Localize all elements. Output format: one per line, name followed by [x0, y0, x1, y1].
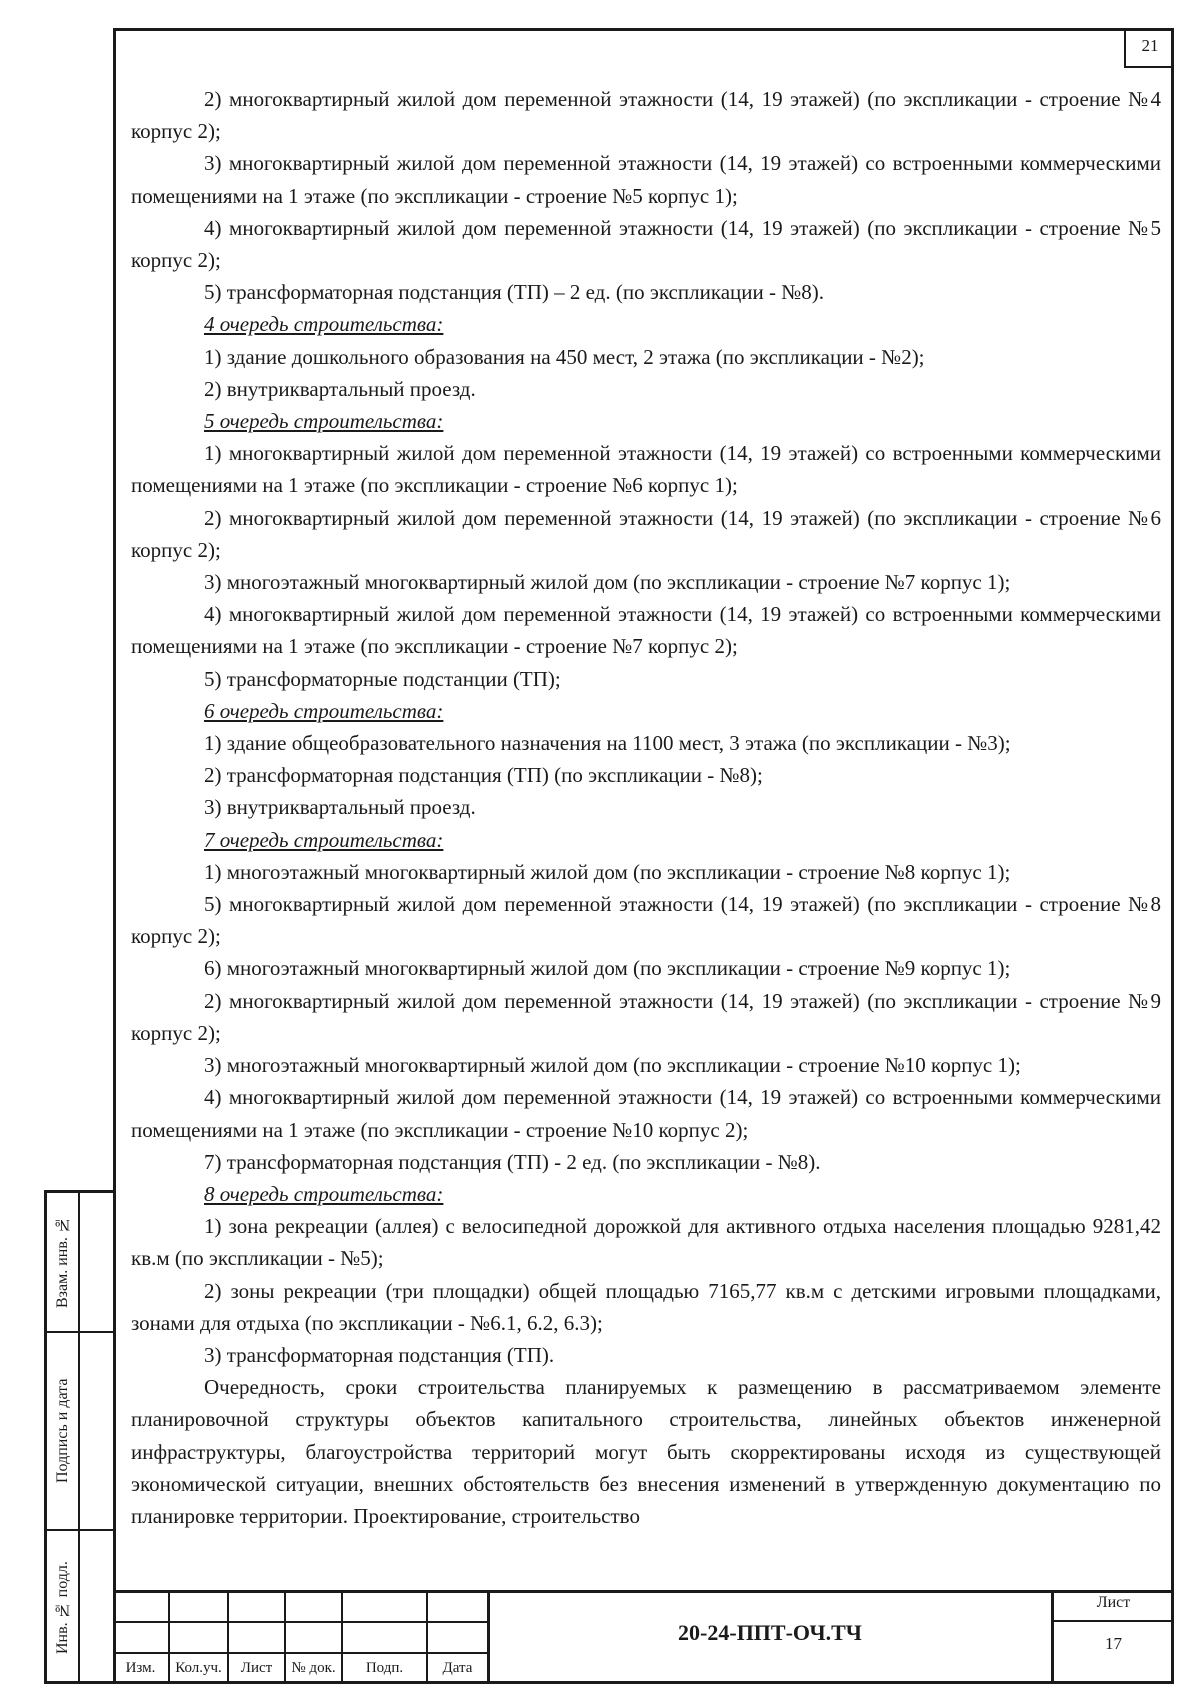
side-stamp-label: Взам. инв. №	[54, 1216, 71, 1308]
title-block-column: Изм.	[125, 1660, 156, 1676]
section-heading: 6 очередь строительства:	[204, 698, 444, 723]
paragraph: 2) многоквартирный жилой дом переменной этажности (14, 19 этажей) (по экспликации - строение №6 корпус 2);	[131, 505, 1161, 562]
side-stamp-row	[47, 1193, 113, 1331]
title-block-column: Кол.уч.	[175, 1660, 222, 1676]
section-heading: 8 очередь строительства:	[204, 1181, 444, 1206]
paragraph: 2) многоквартирный жилой дом переменной этажности (14, 19 этажей) (по экспликации - строение №4 корпус 2);	[131, 87, 1161, 144]
title-block-column: Подп.	[365, 1660, 404, 1676]
title-block-column: № док.	[291, 1660, 336, 1676]
paragraph: 3) многоэтажный многоквартирный жилой дом (по экспликации - строение №10 корпус 1);	[204, 1053, 1021, 1078]
side-stamp	[44, 1190, 113, 1684]
document-code: 20-24-ППТ-ОЧ.ТЧ	[678, 1620, 862, 1645]
paragraph: 2) внутриквартальный проезд.	[204, 376, 476, 401]
side-stamp-row	[47, 1531, 113, 1684]
section-heading: 4 очередь строительства:	[204, 312, 444, 337]
paragraph: 2) многоквартирный жилой дом переменной этажности (14, 19 этажей) (по экспликации - строение №9 корпус 2);	[131, 988, 1161, 1045]
paragraph: 4) многоквартирный жилой дом переменной этажности (14, 19 этажей) (по экспликации - строение №5 корпус 2);	[131, 215, 1161, 273]
paragraph: 1) здание дошкольного образования на 450 мест, 2 этажа (по экспликации - №2);	[204, 344, 925, 369]
paragraph: 3) многоэтажный многоквартирный жилой дом (по экспликации - строение №7 корпус 1);	[204, 570, 1011, 595]
paragraph: 3) многоквартирный жилой дом переменной этажности (14, 19 этажей) со встроенными коммерческими помещениями на 1 этаже (по экспликации - строение №5 корпус 1);	[131, 151, 1161, 208]
side-stamp-label: Подпись и дата	[54, 1378, 71, 1484]
paragraph: 5) многоквартирный жилой дом переменной этажности (14, 19 этажей) (по экспликации - строение №8 корпус 2);	[131, 892, 1161, 949]
title-block-column: Дата	[442, 1660, 473, 1676]
paragraph: 5) трансформаторная подстанция (ТП) – 2 ед. (по экспликации - №8).	[204, 280, 825, 305]
sheet-number: 17	[1105, 1634, 1122, 1653]
paragraph: 4) многоквартирный жилой дом переменной этажности (14, 19 этажей) со встроенными коммерческими помещениями на 1 этаже (по экспликации - строение №7 корпус 2);	[131, 602, 1161, 659]
section-heading: 5 очередь строительства:	[204, 409, 444, 434]
paragraph: 2) зоны рекреации (три площадки) общей площадью 7165,77 кв.м с детскими игровыми площадками, зонами для отдыха (по экспликации - №6.1, 6.2, 6.3);	[131, 1278, 1161, 1335]
side-stamp-label: Инв. № подл.	[54, 1561, 71, 1654]
paragraph: 3) внутриквартальный проезд.	[204, 795, 476, 820]
title-block-column: Лист	[240, 1660, 273, 1676]
paragraph: 4) многоквартирный жилой дом переменной этажности (14, 19 этажей) со встроенными коммерческими помещениями на 1 этаже (по экспликации - строение №10 корпус 2);	[131, 1085, 1161, 1142]
paragraph: 1) здание общеобразовательного назначения на 1100 мест, 3 этажа (по экспликации - №3);	[204, 731, 1011, 756]
paragraph: 5) трансформаторные подстанции (ТП);	[204, 666, 561, 691]
paragraph: 1) многоэтажный многоквартирный жилой дом (по экспликации - строение №8 корпус 1);	[204, 859, 1011, 884]
paragraph: 6) многоэтажный многоквартирный жилой дом (по экспликации - строение №9 корпус 1);	[204, 956, 1011, 981]
title-block	[113, 1590, 1174, 1684]
paragraph: 2) трансформаторная подстанция (ТП) (по экспликации - №8);	[204, 763, 763, 788]
paragraph: 7) трансформаторная подстанция (ТП) - 2 ед. (по экспликации - №8).	[204, 1149, 821, 1174]
paragraph: 1) многоквартирный жилой дом переменной этажности (14, 19 этажей) со встроенными коммерческими помещениями на 1 этаже (по экспликации - строение №6 корпус 1);	[131, 441, 1161, 498]
paragraph: 1) зона рекреации (аллея) с велосипедной дорожкой для активного отдыха населения площадью 9281,42 кв.м (по экспликации - №5);	[131, 1214, 1161, 1271]
document-body	[131, 83, 1161, 1532]
page-number: 21	[1124, 28, 1174, 68]
sheet-label: Лист	[1096, 1594, 1131, 1611]
paragraph: Очередность, сроки строительства планируемых к размещению в рассматриваемом элементе планировочной структуры объектов капитального строительства, линейных объектов инженерной инфраструктуры, благоустройства территорий могут быть скорректированы исходя из существующей экономической ситуации, внешних обстоятельств без внесения изменений в утвержденную документацию по планировке территории. Проектирование, строительство	[131, 1375, 1161, 1528]
section-heading: 7 очередь строительства:	[204, 827, 444, 852]
side-stamp-row	[47, 1333, 113, 1529]
paragraph: 3) трансформаторная подстанция (ТП).	[204, 1342, 555, 1367]
